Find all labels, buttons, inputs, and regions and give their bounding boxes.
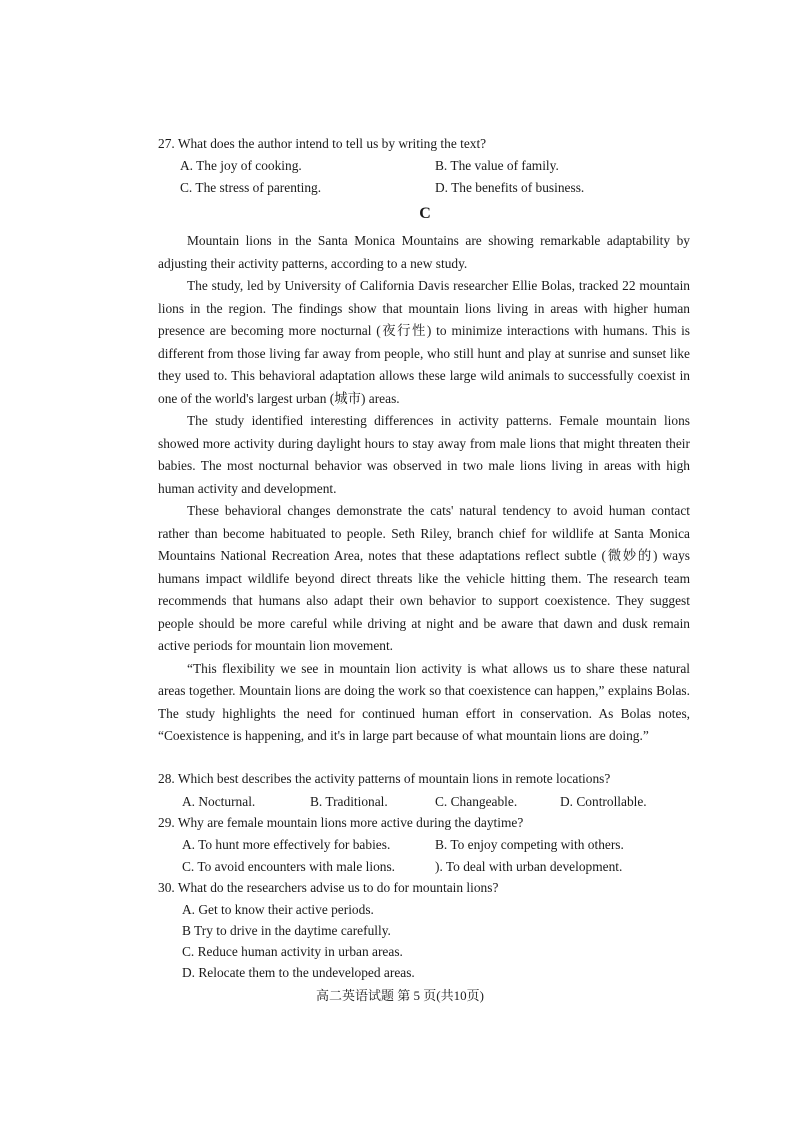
q27-option-c: C. The stress of parenting.: [180, 180, 322, 195]
q30-option-b: B Try to drive in the daytime carefully.: [182, 923, 391, 938]
q30-option-d: D. Relocate them to the undeveloped areas.: [182, 965, 415, 980]
passage-paragraph: The study identified interesting differences in activity patterns. Female mountain lions showed more activity during daylight hours to stay away from male lions that might threaten their babies. The most nocturnal behavior was observed in two male lions living in areas with high human activity and development.: [158, 413, 690, 496]
section-letter: C: [419, 205, 431, 222]
q28-option-d: D. Controllable.: [560, 794, 647, 809]
passage-paragraph: These behavioral changes demonstrate the cats' natural tendency to avoid human contact rather than become habituated to people. Seth Riley, branch chief for wildlife at Santa Monica Mountains National Recreation Area, notes that these adaptations reflect subtle (微妙的) ways humans impact wildlife beyond direct threats like the vehicle hitting them. The research team recommends that humans also adapt their own behavior to support coexistence. They suggest people should be more careful while driving at night and be aware that dawn and dusk remain active periods for mountain lion movement.: [158, 503, 690, 653]
passage-paragraph: The study, led by University of California Davis researcher Ellie Bolas, tracked 22 mountain lions in the region. The findings show that mountain lions living in areas with higher human presence are becoming more nocturnal (夜行性) to minimize interactions with humans. This is different from those living far away from people, who still hunt and play at sunrise and sunset like they used to. This behavioral adaptation allows these large wild animals to successfully coexist in one of the world's largest urban (城市) areas.: [158, 278, 690, 406]
q29-option-c: C. To avoid encounters with male lions.: [182, 859, 396, 874]
q27-stem: 27. What does the author intend to tell us by writing the text?: [158, 136, 487, 151]
q29-option-d: ). To deal with urban development.: [435, 859, 623, 874]
q27-option-d: D. The benefits of business.: [435, 180, 585, 195]
q30-option-c: C. Reduce human activity in urban areas.: [182, 944, 403, 959]
page-footer: 高二英语试题 第 5 页(共10页): [316, 988, 484, 1003]
q28-stem: 28. Which best describes the activity patterns of mountain lions in remote locations?: [158, 771, 611, 786]
passage: [158, 230, 690, 748]
q27-option-a: A. The joy of cooking.: [180, 158, 302, 173]
q29-option-a: A. To hunt more effectively for babies.: [182, 837, 391, 852]
q29-option-b: B. To enjoy competing with others.: [435, 837, 624, 852]
q28-option-c: C. Changeable.: [435, 794, 518, 809]
passage-paragraph: Mountain lions in the Santa Monica Mountains are showing remarkable adaptability by adjusting their activity patterns, according to a new study.: [158, 233, 690, 271]
q30-stem: 30. What do the researchers advise us to do for mountain lions?: [158, 880, 499, 895]
q30-option-a: A. Get to know their active periods.: [182, 902, 374, 917]
passage-paragraph: “This flexibility we see in mountain lion activity is what allows us to share these natural areas together. Mountain lions are doing the work so that coexistence can happen,” explains Bolas. The study highlights the need for continued human effort in conservation. As Bolas notes, “Coexistence is happening, and it's in large part because of what mountain lions are doing.”: [158, 660, 690, 743]
q28-option-a: A. Nocturnal.: [182, 794, 256, 809]
q27-option-b: B. The value of family.: [435, 158, 559, 173]
q28-option-b: B. Traditional.: [310, 794, 388, 809]
q29-stem: 29. Why are female mountain lions more active during the daytime?: [158, 815, 524, 830]
